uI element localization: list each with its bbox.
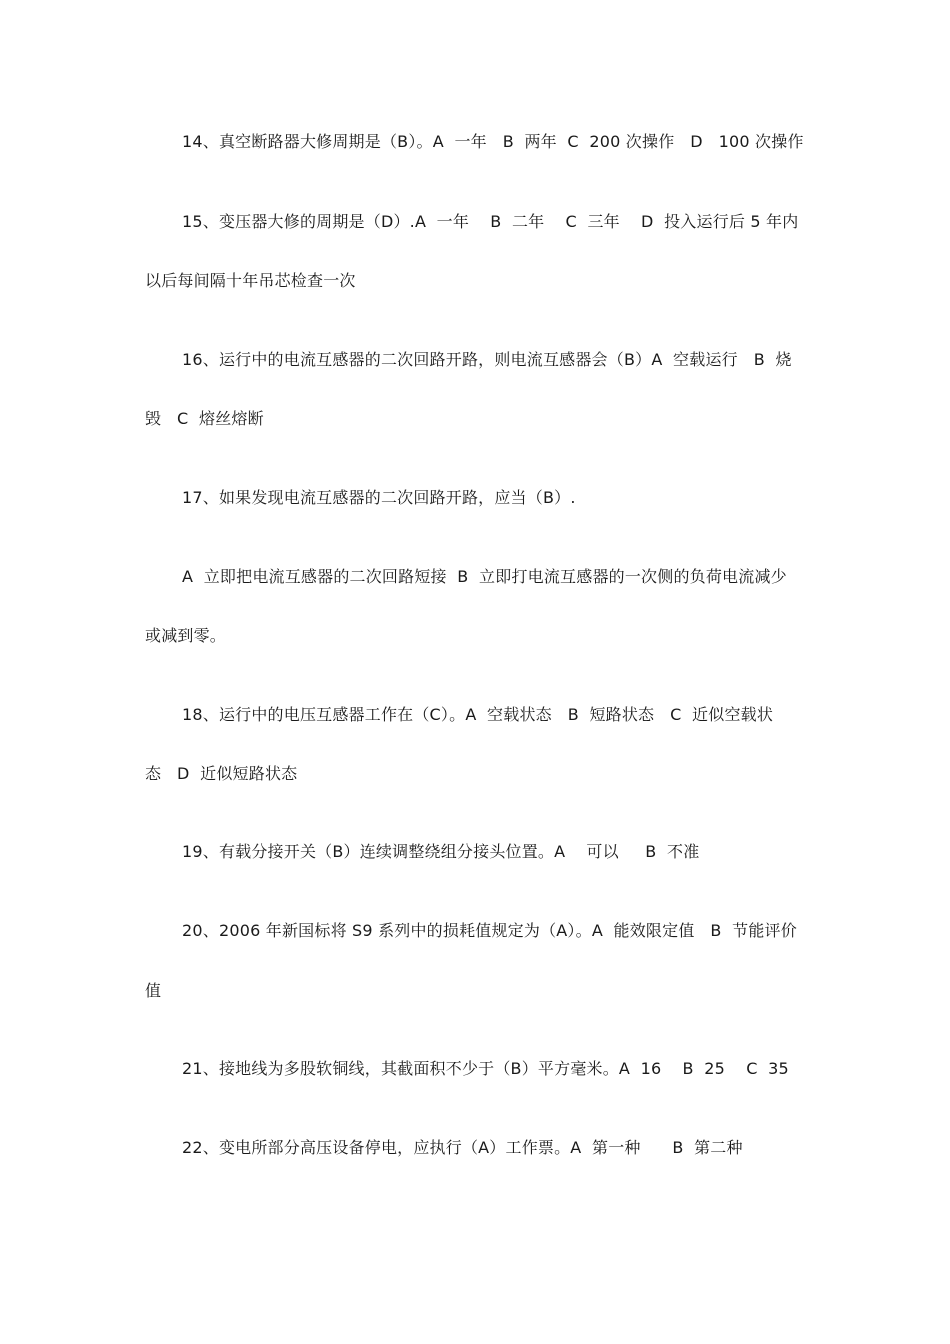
question-17-options-line-2: 或减到零。 xyxy=(145,626,227,645)
question-19-line-1: 19、有载分接开关（B）连续调整绕组分接头位置。A 可以 B 不准 xyxy=(182,842,700,861)
question-15-line-1: 15、变压器大修的周期是（D）.A 一年 B 二年 C 三年 D 投入运行后 5 年内 xyxy=(182,212,799,231)
question-22-line-1: 22、变电所部分高压设备停电，应执行（A）工作票。A 第一种 B 第二种 xyxy=(182,1138,743,1157)
question-21-line-1: 21、接地线为多股软铜线，其截面积不少于（B）平方毫米。A 16 B 25 C 35 xyxy=(182,1059,789,1078)
question-15-line-2: 以后每间隔十年吊芯检查一次 xyxy=(145,271,356,290)
question-14-line-1: 14、真空断路器大修周期是（B）。A 一年 B 两年 C 200 次操作 D 100 次操作 xyxy=(182,132,804,151)
question-16-line-2: 毁 C 熔丝熔断 xyxy=(145,409,264,428)
question-18-line-1: 18、运行中的电压互感器工作在（C）。A 空载状态 B 短路状态 C 近似空载状 xyxy=(182,705,774,724)
question-20-line-2: 值 xyxy=(145,981,162,1000)
question-20-line-1: 20、2006 年新国标将 S9 系列中的损耗值规定为（A）。A 能效限定值 B 节能评价 xyxy=(182,921,797,940)
question-18-line-2: 态 D 近似短路状态 xyxy=(145,764,298,783)
question-17-line-1: 17、如果发现电流互感器的二次回路开路，应当（B）. xyxy=(182,488,576,507)
question-17-options-line-1: A 立即把电流互感器的二次回路短接 B 立即打电流互感器的一次侧的负荷电流减少 xyxy=(182,567,787,586)
question-16-line-1: 16、运行中的电流互感器的二次回路开路，则电流互感器会（B）A 空载运行 B 烧 xyxy=(182,350,792,369)
